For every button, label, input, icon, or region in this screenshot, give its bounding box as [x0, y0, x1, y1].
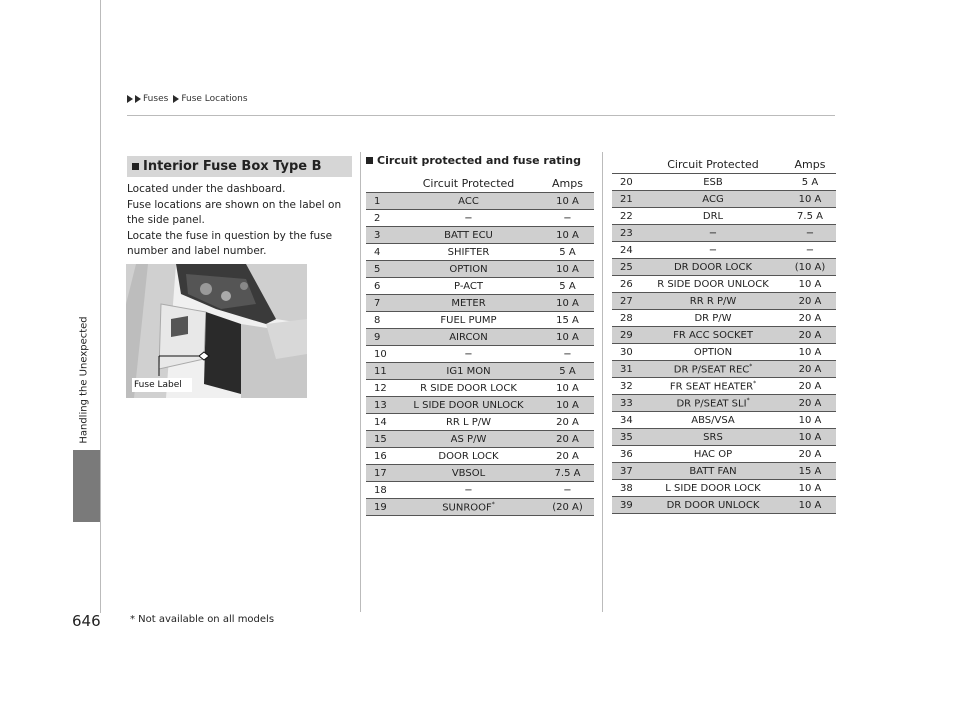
amps-cell: 10 A: [784, 497, 836, 514]
circuit-name: METER: [451, 297, 486, 309]
arrow-icon: [135, 95, 141, 103]
circuit-protected-cell: [396, 397, 541, 414]
circuit-name: FR SEAT HEATER: [669, 381, 754, 393]
table-row: [366, 227, 594, 244]
circuit-name: ABS/VSA: [691, 414, 735, 426]
circuit-name: R SIDE DOOR UNLOCK: [657, 278, 769, 290]
circuit-protected-cell: [642, 259, 784, 276]
amps-cell: 7.5 A: [541, 465, 594, 482]
circuit-protected-cell: [396, 210, 541, 227]
column-divider: [360, 152, 361, 612]
amps-cell: 10 A: [784, 191, 836, 208]
table-row: [366, 244, 594, 261]
dashboard-illustration: [126, 264, 307, 398]
amps-cell: (10 A): [784, 259, 836, 276]
amps-cell: 10 A: [541, 397, 594, 414]
fuse-number: 29: [612, 327, 642, 344]
circuit-protected-cell: [396, 278, 541, 295]
fuse-number: 27: [612, 293, 642, 310]
circuit-name: −: [708, 244, 718, 256]
circuit-name: DRL: [702, 210, 724, 222]
fuse-number: 38: [612, 480, 642, 497]
square-bullet-icon: [366, 157, 373, 164]
fuse-number: 23: [612, 225, 642, 242]
circuit-name: SRS: [703, 431, 723, 443]
fuse-number: 34: [612, 412, 642, 429]
fuse-table-left: [366, 175, 594, 516]
circuit-name: DR P/SEAT SLI: [676, 398, 747, 410]
fuse-number: 12: [366, 380, 396, 397]
amps-cell: 20 A: [784, 378, 836, 395]
amps-cell: 10 A: [784, 276, 836, 293]
fuse-number: 7: [366, 295, 396, 312]
fuse-number: 14: [366, 414, 396, 431]
circuit-protected-cell: [642, 276, 784, 293]
section-description: [127, 182, 352, 260]
amps-cell: 10 A: [784, 344, 836, 361]
fuse-number: 39: [612, 497, 642, 514]
fuse-number: 22: [612, 208, 642, 225]
fuse-box-photo: [126, 264, 307, 398]
fuse-number: 28: [612, 310, 642, 327]
fuse-number: 26: [612, 276, 642, 293]
circuit-name: BATT ECU: [444, 229, 493, 241]
table-row: [612, 225, 836, 242]
fuse-number: 3: [366, 227, 396, 244]
fuse-number: 16: [366, 448, 396, 465]
amps-cell: −: [541, 210, 594, 227]
circuit-name: ACC: [458, 195, 479, 207]
fuse-number: 2: [366, 210, 396, 227]
circuit-name: L SIDE DOOR UNLOCK: [413, 399, 524, 411]
amps-cell: 5 A: [541, 363, 594, 380]
fuse-number: 35: [612, 429, 642, 446]
circuit-protected-cell: [642, 208, 784, 225]
circuit-protected-cell: [396, 414, 541, 431]
description-line: the side panel.: [127, 214, 205, 226]
amps-cell: 5 A: [541, 244, 594, 261]
circuit-name: DR P/W: [694, 312, 732, 324]
footnote: * Not available on all models: [130, 614, 275, 625]
amps-cell: −: [784, 225, 836, 242]
asterisk-mark: *: [746, 396, 750, 404]
table-row: [612, 344, 836, 361]
table-row: [612, 293, 836, 310]
arrow-icon: [127, 95, 133, 103]
table-row: [612, 259, 836, 276]
amps-cell: 10 A: [541, 261, 594, 278]
circuit-protected-cell: [396, 499, 541, 516]
amps-cell: 10 A: [541, 193, 594, 210]
description-line: Located under the dashboard.: [127, 183, 286, 195]
circuit-protected-cell: [642, 446, 784, 463]
fuse-number: 9: [366, 329, 396, 346]
circuit-protected-cell: [642, 497, 784, 514]
fuse-number: 10: [366, 346, 396, 363]
table-row: [612, 361, 836, 378]
table-row: [612, 463, 836, 480]
fuse-number: 30: [612, 344, 642, 361]
circuit-name: P-ACT: [454, 280, 483, 292]
fuse-number: 37: [612, 463, 642, 480]
amps-cell: 10 A: [541, 380, 594, 397]
fuse-number: 1: [366, 193, 396, 210]
fuse-number: 24: [612, 242, 642, 259]
amps-cell: 10 A: [541, 329, 594, 346]
amps-cell: 20 A: [784, 446, 836, 463]
amps-cell: 20 A: [784, 361, 836, 378]
circuit-protected-cell: [642, 310, 784, 327]
amps-cell: −: [541, 482, 594, 499]
table-row: [366, 261, 594, 278]
amps-cell: 20 A: [541, 414, 594, 431]
circuit-protected-cell: [396, 227, 541, 244]
table-row: [366, 329, 594, 346]
table-row: [612, 327, 836, 344]
fuse-label-caption: Fuse Label: [134, 380, 182, 390]
circuit-name: −: [708, 227, 718, 239]
amps-cell: 20 A: [541, 448, 594, 465]
chapter-marker: [73, 450, 100, 522]
fuse-number: 31: [612, 361, 642, 378]
circuit-name: RR R P/W: [689, 295, 737, 307]
table-row: [612, 242, 836, 259]
fuse-number: 5: [366, 261, 396, 278]
table-row: [366, 193, 594, 210]
fuse-number: 33: [612, 395, 642, 412]
table-row: [366, 465, 594, 482]
fuse-number: 8: [366, 312, 396, 329]
asterisk-mark: *: [753, 379, 757, 387]
table-row: [366, 431, 594, 448]
fuse-table-right: [612, 156, 836, 514]
fuse-number: 6: [366, 278, 396, 295]
circuit-protected-cell: [396, 431, 541, 448]
circuit-name: AIRCON: [449, 331, 488, 343]
circuit-name: IG1 MON: [446, 365, 491, 377]
circuit-protected-cell: [396, 193, 541, 210]
amps-cell: −: [541, 346, 594, 363]
circuit-name: HAC OP: [693, 448, 733, 460]
table-row: [612, 208, 836, 225]
col-header-circuit: Circuit Protected: [642, 156, 784, 174]
table-row: [366, 346, 594, 363]
square-bullet-icon: [132, 163, 139, 170]
fuse-number: 4: [366, 244, 396, 261]
breadcrumb-fuses[interactable]: Fuses: [143, 94, 169, 104]
circuit-name: FR ACC SOCKET: [673, 329, 753, 341]
circuit-protected-cell: [396, 312, 541, 329]
table-row: [366, 278, 594, 295]
circuit-protected-cell: [642, 327, 784, 344]
table-row: [366, 397, 594, 414]
table-row: [612, 480, 836, 497]
amps-cell: 10 A: [784, 412, 836, 429]
circuit-protected-cell: [396, 363, 541, 380]
chapter-label: Handling the Unexpected: [78, 316, 90, 444]
circuit-protected-cell: [642, 191, 784, 208]
table-row: [366, 295, 594, 312]
amps-cell: (20 A): [541, 499, 594, 516]
table-row: [612, 378, 836, 395]
circuit-protected-cell: [642, 429, 784, 446]
amps-cell: 15 A: [541, 312, 594, 329]
table-row: [366, 312, 594, 329]
circuit-name: AS P/W: [450, 433, 487, 445]
circuit-name: VBSOL: [451, 467, 486, 479]
table-row: [612, 191, 836, 208]
asterisk-mark: *: [491, 500, 495, 508]
amps-cell: 10 A: [541, 295, 594, 312]
circuit-protected-cell: [642, 174, 784, 191]
circuit-name: OPTION: [693, 346, 733, 358]
description-line: number and label number.: [127, 245, 267, 257]
circuit-protected-cell: [396, 261, 541, 278]
fuse-number: 11: [366, 363, 396, 380]
amps-cell: 20 A: [784, 293, 836, 310]
circuit-protected-cell: [396, 295, 541, 312]
circuit-protected-cell: [642, 480, 784, 497]
fuse-number: 13: [366, 397, 396, 414]
fuse-number: 18: [366, 482, 396, 499]
amps-cell: 7.5 A: [784, 208, 836, 225]
col-header-no: [366, 175, 396, 193]
amps-cell: 10 A: [541, 227, 594, 244]
table-row: [612, 429, 836, 446]
circuit-protected-cell: [642, 412, 784, 429]
circuit-name: FUEL PUMP: [440, 314, 497, 326]
circuit-protected-cell: [642, 242, 784, 259]
fuse-number: 19: [366, 499, 396, 516]
fuse-number: 21: [612, 191, 642, 208]
circuit-name: OPTION: [449, 263, 488, 275]
ratings-heading: [366, 154, 581, 167]
circuit-protected-cell: [396, 380, 541, 397]
breadcrumb-fuse-locations[interactable]: Fuse Locations: [181, 94, 248, 104]
amps-cell: 20 A: [784, 395, 836, 412]
col-header-amps: Amps: [784, 156, 836, 174]
amps-cell: 5 A: [541, 278, 594, 295]
circuit-name: R SIDE DOOR LOCK: [420, 382, 517, 394]
table-row: [612, 395, 836, 412]
table-row: [612, 412, 836, 429]
circuit-protected-cell: [642, 361, 784, 378]
circuit-name: −: [464, 484, 473, 496]
circuit-name: SUNROOF: [442, 502, 492, 514]
ratings-heading-text: Circuit protected and fuse rating: [377, 154, 581, 167]
col-header-circuit: Circuit Protected: [396, 175, 541, 193]
amps-cell: 5 A: [784, 174, 836, 191]
table-row: [366, 499, 594, 516]
arrow-icon: [173, 95, 179, 103]
circuit-protected-cell: [642, 378, 784, 395]
section-title: Interior Fuse Box Type B: [143, 159, 322, 174]
circuit-name: ESB: [703, 176, 723, 188]
circuit-protected-cell: [396, 482, 541, 499]
table-row: [366, 414, 594, 431]
fuse-number: 32: [612, 378, 642, 395]
circuit-name: L SIDE DOOR LOCK: [665, 482, 761, 494]
amps-cell: 20 A: [784, 327, 836, 344]
column-divider: [602, 152, 603, 612]
table-row: [366, 482, 594, 499]
table-row: [612, 276, 836, 293]
circuit-protected-cell: [642, 463, 784, 480]
table-row: [366, 448, 594, 465]
col-header-no: [612, 156, 642, 174]
amps-cell: 10 A: [784, 429, 836, 446]
table-row: [366, 380, 594, 397]
circuit-name: DR DOOR LOCK: [673, 261, 753, 273]
fuse-number: 25: [612, 259, 642, 276]
fuse-number: 17: [366, 465, 396, 482]
table-row: [366, 210, 594, 227]
circuit-protected-cell: [396, 244, 541, 261]
circuit-name: DR P/SEAT REC: [673, 364, 750, 376]
circuit-name: −: [464, 212, 473, 224]
table-row: [612, 497, 836, 514]
circuit-name: RR L P/W: [445, 416, 492, 428]
circuit-name: BATT FAN: [689, 465, 737, 477]
fuse-number: 15: [366, 431, 396, 448]
circuit-protected-cell: [642, 395, 784, 412]
description-line: Locate the fuse in question by the fuse: [127, 229, 333, 242]
circuit-name: SHIFTER: [447, 246, 490, 258]
breadcrumb: [127, 94, 248, 104]
circuit-protected-cell: [642, 344, 784, 361]
amps-cell: 20 A: [784, 310, 836, 327]
fuse-number: 20: [612, 174, 642, 191]
table-row: [612, 174, 836, 191]
amps-cell: 20 A: [541, 431, 594, 448]
amps-cell: 10 A: [784, 480, 836, 497]
table-row: [366, 363, 594, 380]
circuit-name: ACG: [702, 193, 724, 205]
header-divider: [127, 115, 835, 116]
circuit-protected-cell: [642, 225, 784, 242]
page-number: 646: [72, 612, 101, 630]
circuit-protected-cell: [396, 465, 541, 482]
circuit-protected-cell: [642, 293, 784, 310]
col-header-amps: Amps: [541, 175, 594, 193]
circuit-name: −: [464, 348, 473, 360]
fuse-number: 36: [612, 446, 642, 463]
circuit-protected-cell: [396, 448, 541, 465]
circuit-name: DR DOOR UNLOCK: [666, 499, 760, 511]
table-row: [612, 446, 836, 463]
table-row: [612, 310, 836, 327]
description-line: Fuse locations are shown on the label on: [127, 198, 342, 211]
table-header-row: [366, 175, 594, 193]
asterisk-mark: *: [749, 362, 753, 370]
amps-cell: 15 A: [784, 463, 836, 480]
table-header-row: [612, 156, 836, 174]
section-header: [127, 156, 352, 177]
circuit-protected-cell: [396, 346, 541, 363]
circuit-protected-cell: [396, 329, 541, 346]
circuit-name: DOOR LOCK: [438, 450, 499, 462]
amps-cell: −: [784, 242, 836, 259]
